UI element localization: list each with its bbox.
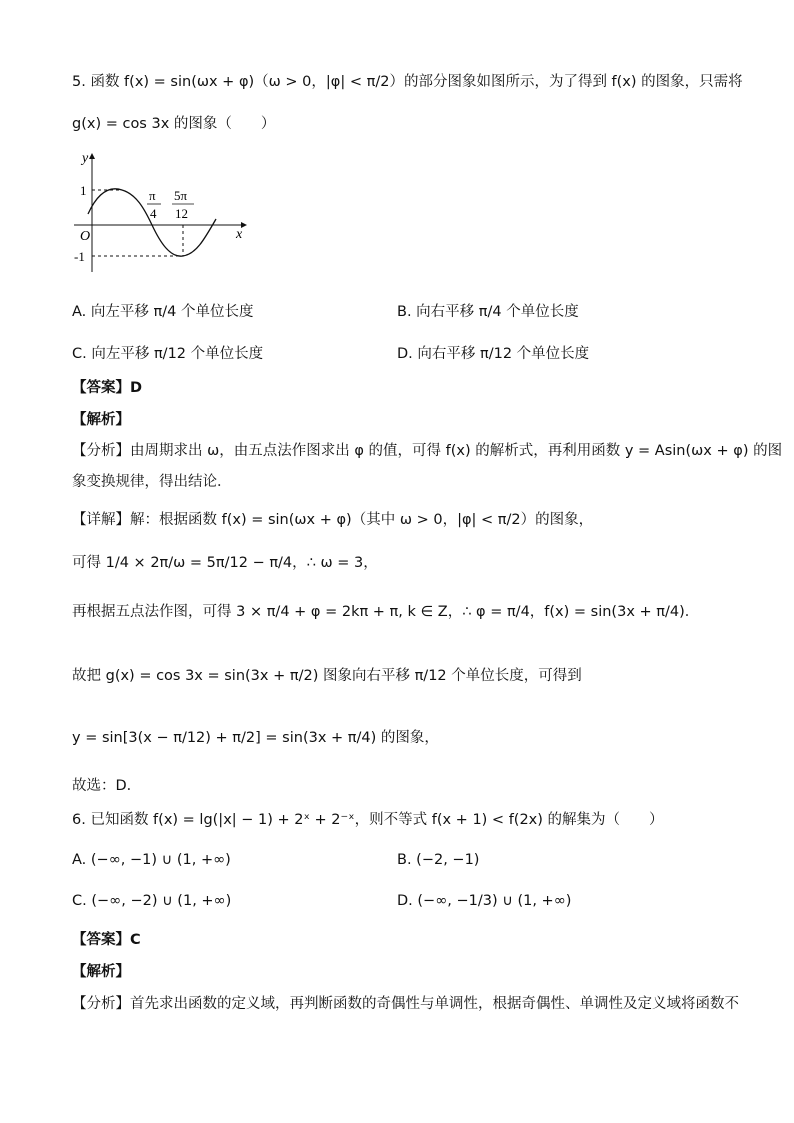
q5-stem-line2: g(x) = cos 3x 的图象（ ） [72, 116, 276, 132]
q5-option-c[interactable]: C. 向左平移 π/12 个单位长度 [72, 346, 264, 362]
q6-analysis-heading: 【解析】 [72, 964, 130, 980]
origin-label: O [80, 229, 91, 244]
q5-stem-line1: 5. 函数 f(x) = sin(ωx + φ)（ω > 0，|φ| < π/2）的部分图象如图所示，为了得到 f(x) 的图象，只需将 [72, 74, 743, 90]
q6-option-b[interactable]: B. (−2, −1) [397, 852, 480, 868]
q5-option-a[interactable]: A. 向左平移 π/4 个单位长度 [72, 304, 254, 320]
q5-fenxi-line1: 【分析】由周期求出 ω，由五点法作图求出 φ 的值，可得 f(x) 的解析式，再利用函数 y = Asin(ωx + φ) 的图 [72, 443, 783, 459]
q5-detail-line4: 故把 g(x) = cos 3x = sin(3x + π/2) 图象向右平移 π/12 个单位长度，可得到 [72, 668, 582, 684]
q5-analysis-heading: 【解析】 [72, 412, 130, 428]
q6-answer: 【答案】C [72, 932, 141, 948]
q5-answer: 【答案】D [72, 380, 143, 396]
q5-detail-line1: 【详解】解：根据函数 f(x) = sin(ωx + φ)（其中 ω > 0，|φ| < π/2）的图象， [72, 512, 594, 528]
y-tick-top: 1 [80, 183, 87, 198]
y-axis-label: y [82, 151, 89, 166]
q5-fenxi-line2: 象变换规律，得出结论． [72, 474, 232, 490]
q6-fenxi-line1: 【分析】首先求出函数的定义域，再判断函数的奇偶性与单调性，根据奇偶性、单调性及定义域将函数不 [72, 996, 739, 1012]
q5-detail-line5: y = sin[3(x − π/12) + π/2] = sin(3x + π/4) 的图象， [72, 730, 439, 746]
q6-option-d[interactable]: D. (−∞, −1/3) ∪ (1, +∞) [397, 893, 572, 909]
q5-detail-line2: 可得 1/4 × 2π/ω = 5π/12 − π/4，∴ ω = 3， [72, 555, 378, 571]
x-mark2-num: 5π [174, 188, 188, 203]
x-mark1-num: π [149, 188, 156, 203]
q5-option-d[interactable]: D. 向右平移 π/12 个单位长度 [397, 346, 590, 362]
q5-sine-graph [70, 148, 260, 278]
y-tick-bottom: -1 [74, 249, 85, 264]
q6-option-a[interactable]: A. (−∞, −1) ∪ (1, +∞) [72, 852, 231, 868]
q5-detail-line3: 再根据五点法作图，可得 3 × π/4 + φ = 2kπ + π, k ∈ Z，∴ φ = π/4，f(x) = sin(3x + π/4)． [72, 604, 700, 620]
q5-option-b[interactable]: B. 向右平移 π/4 个单位长度 [397, 304, 579, 320]
q6-stem: 6. 已知函数 f(x) = lg(|x| − 1) + 2ˣ + 2⁻ˣ，则不等式 f(x + 1) < f(2x) 的解集为（ ） [72, 812, 664, 828]
x-mark1-den: 4 [150, 206, 157, 221]
x-mark2-den: 12 [175, 206, 188, 221]
q5-detail-line6: 故选：D． [72, 778, 142, 794]
x-axis-label: x [236, 227, 243, 242]
q6-option-c[interactable]: C. (−∞, −2) ∪ (1, +∞) [72, 893, 232, 909]
